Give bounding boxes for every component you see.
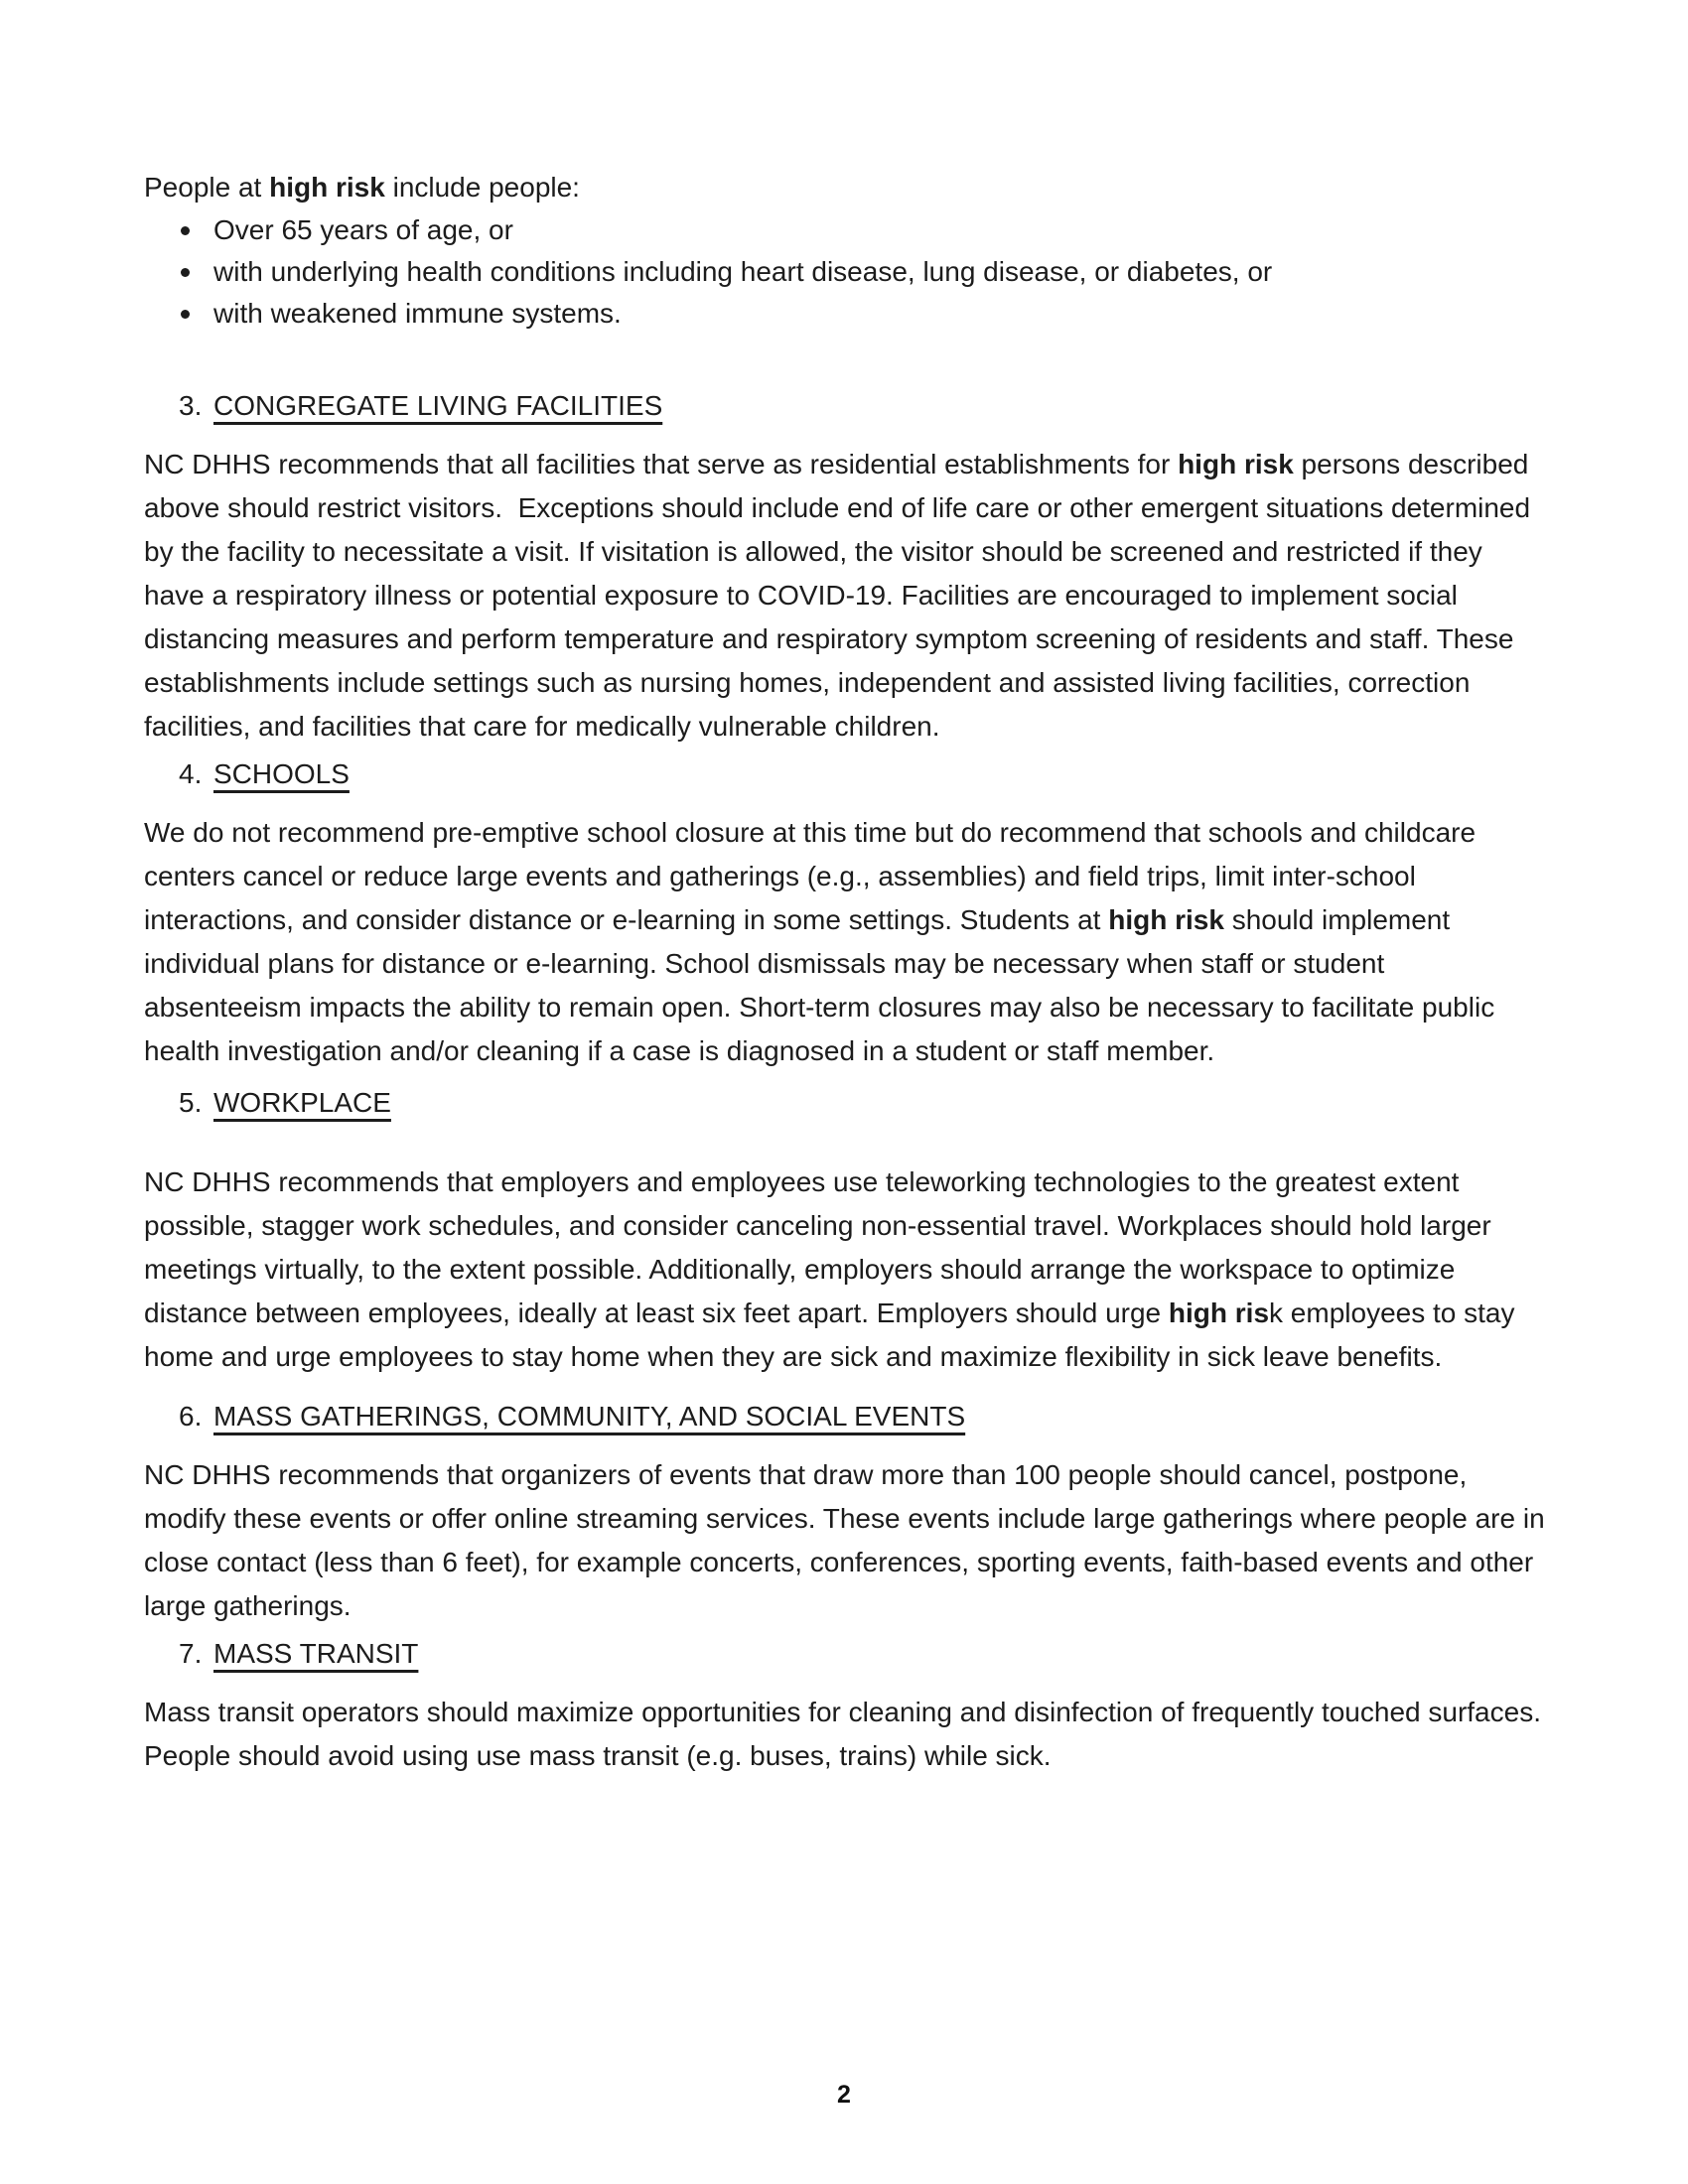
section-heading-text: CONGREGATE LIVING FACILITIES: [213, 390, 663, 421]
sections-container: [144, 384, 1553, 1778]
document-content: [144, 166, 1553, 1778]
section-number: 3.: [179, 390, 203, 421]
text-run: k employees to stay home and urge employees to stay home when they are sick and maximize flexibility in sick leave benefits.: [144, 1297, 1523, 1372]
bold-text-run: high risk: [1108, 904, 1224, 935]
section-heading: [144, 752, 1546, 796]
section-number: 7.: [179, 1638, 203, 1669]
section-heading-text: SCHOOLS: [213, 758, 350, 789]
section-paragraph: [144, 811, 1546, 1073]
text-run: We do not recommend pre-emptive school closure at this time but do recommend that schools and childcare centers cancel or reduce large events and gatherings (e.g., assemblies) and field trips, limit inter-school interactions, and consider distance or e-learning in some settings. Students at: [144, 817, 1483, 935]
section-workplace: [144, 1081, 1546, 1379]
intro-bullet-list: [144, 209, 1546, 335]
section-number: 5.: [179, 1087, 203, 1118]
bullet-icon: [181, 310, 190, 319]
section-paragraph: [144, 1453, 1553, 1628]
section-heading: [144, 1632, 1546, 1676]
section-number: 6.: [179, 1401, 203, 1432]
section-heading: [144, 1395, 1546, 1438]
section-paragraph: [144, 1691, 1549, 1778]
bullet-item: [144, 209, 1546, 251]
bullet-text: with weakened immune systems.: [213, 298, 622, 329]
text-run: persons described above should restrict visitors. Exceptions should include end of life care or other emergent situations determined by the facility to necessitate a visit. If visitation is allowed, the visitor should be screened and restricted if they have a respiratory illness or potential exposure to COVID-19. Facilities are encouraged to implement social distancing measures and perform temperature and respiratory symptom screening of residents and staff. These establishments include settings such as nursing homes, independent and assisted living facilities, correction facilities, and facilities that care for medically vulnerable children.: [144, 449, 1538, 742]
text-run: NC DHHS recommends that employers and employees use teleworking technologies to the greatest extent possible, stagger work schedules, and consider canceling non-essential travel. Workplaces should hold larger meetings virtually, to the extent possible. Additionally, employers should arrange the workspace to optimize distance between employees, ideally at least six feet apart. Employers should urge: [144, 1166, 1499, 1328]
text-run: NC DHHS recommends that all facilities that serve as residential establishments for: [144, 449, 1179, 479]
bullet-text: Over 65 years of age, or: [213, 214, 513, 245]
text-run: People at: [144, 172, 270, 203]
section-mass-gatherings-community-and-social-events: [144, 1395, 1553, 1628]
bullet-item: [144, 293, 1546, 335]
bullet-icon: [181, 268, 190, 277]
section-heading: [144, 1081, 1546, 1125]
bullet-item: [144, 251, 1546, 293]
section-paragraph: [144, 1160, 1546, 1379]
section-paragraph: [144, 443, 1546, 749]
text-run: include people:: [384, 172, 580, 203]
section-schools: [144, 752, 1546, 1073]
bullet-text: with underlying health conditions including heart disease, lung disease, or diabetes, or: [213, 256, 1273, 287]
text-run: Mass transit operators should maximize opportunities for cleaning and disinfection of frequently touched surfaces. People should avoid using use mass transit (e.g. buses, trains) while sick.: [144, 1697, 1549, 1771]
intro-lead: [144, 166, 1546, 209]
page-number: 2: [837, 2081, 851, 2109]
bullet-icon: [181, 226, 190, 235]
bold-text-run: high ris: [1168, 1297, 1270, 1328]
section-congregate-living-facilities: [144, 384, 1546, 749]
text-run: NC DHHS recommends that organizers of events that draw more than 100 people should cancel, postpone, modify these events or offer online streaming services. These events include large gatherings where people are in close contact (less than 6 feet), for example concerts, conferences, sporting events, faith-based events and other large gatherings.: [144, 1459, 1553, 1621]
bold-text-run: high risk: [1178, 449, 1294, 479]
text-run: should implement individual plans for distance or e-learning. School dismissals may be necessary when staff or student absenteeism impacts the ability to remain open. Short-term closures may also be necessary to facilitate public health investigation and/or cleaning if a case is diagnosed in a student or staff member.: [144, 904, 1502, 1066]
section-heading: [144, 384, 1546, 428]
bold-text-run: high risk: [269, 172, 385, 203]
section-mass-transit: [144, 1632, 1549, 1778]
section-number: 4.: [179, 758, 203, 789]
section-heading-text: MASS TRANSIT: [213, 1638, 419, 1669]
section-heading-text: MASS GATHERINGS, COMMUNITY, AND SOCIAL EVENTS: [213, 1401, 966, 1432]
section-heading-text: WORKPLACE: [213, 1087, 391, 1118]
